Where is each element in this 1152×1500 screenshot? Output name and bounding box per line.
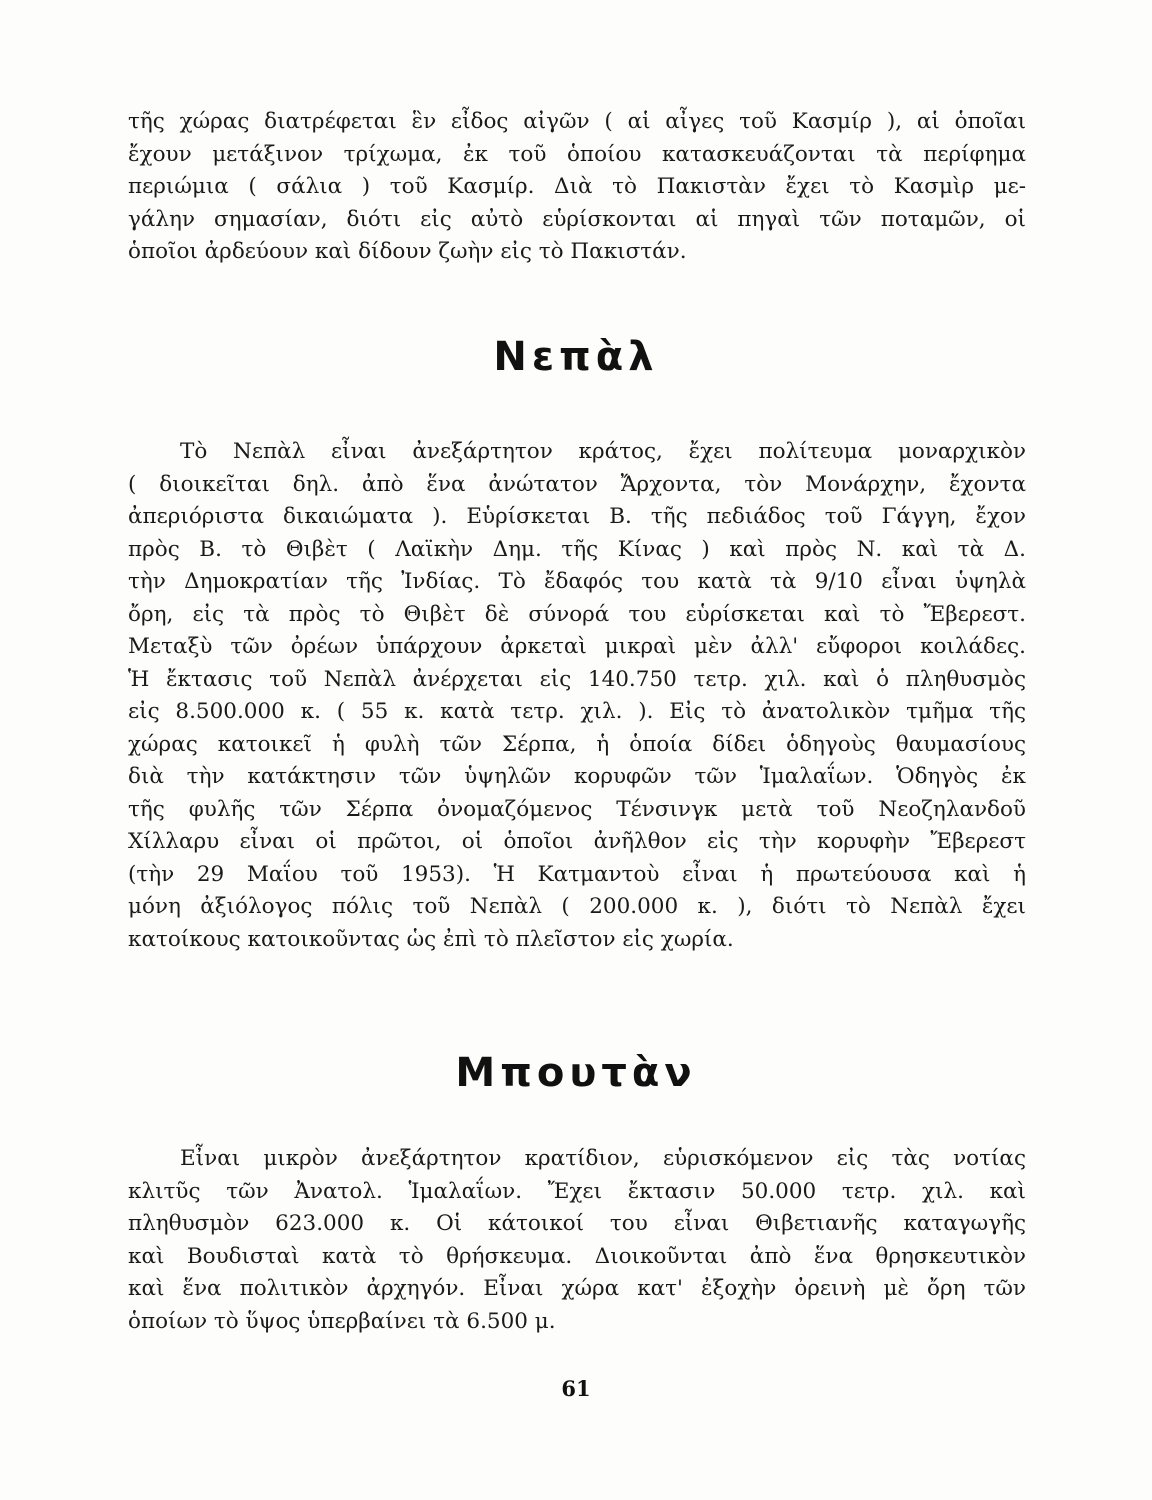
text-line: καὶ Βουδισταὶ κατὰ τὸ θρήσκευμα. Διοικοῦνται ἀπὸ ἕνα θρησκευτικὸν [128, 1243, 1026, 1269]
text-line: τὴν Δημοκρατίαν τῆς Ἰνδίας. Τὸ ἔδαφός του κατὰ τὰ 9/10 εἶναι ὑψηλὰ [128, 569, 1026, 594]
text-line: μόνη ἀξιόλογος πόλις τοῦ Νεπὰλ ( 200.000 κ. ), διότι τὸ Νεπὰλ ἔχει [128, 894, 1026, 919]
text-line: ὁποῖοι ἀρδεύουν καὶ δίδουν ζωὴν εἰς τὸ Πακιστάν. [128, 239, 687, 264]
bhutan-paragraph [128, 1143, 1026, 1338]
text-line: (τὴν 29 Μαΐου τοῦ 1953). Ἡ Κατμαντοὺ εἶναι ἡ πρωτεύουσα καὶ ἡ [128, 861, 1026, 887]
text-line: ὄρη, εἰς τὰ πρὸς τὸ Θιβὲτ δὲ σύνορά του εὑρίσκεται καὶ τὸ Ἔβερεστ. [128, 601, 1026, 627]
text-line: τῆς χώρας διατρέφεται ἓν εἶδος αἰγῶν ( αἱ αἶγες τοῦ Κασμίρ ), αἱ ὁποῖαι [128, 109, 1026, 134]
text-line: καὶ ἕνα πολιτικὸν ἀρχηγόν. Εἶναι χώρα κατ' ἐξοχὴν ὀρεινὴ μὲ ὄρη τῶν [128, 1276, 1026, 1301]
text-line: περιώμια ( σάλια ) τοῦ Κασμίρ. Διὰ τὸ Πακιστὰν ἔχει τὸ Κασμὶρ με- [128, 174, 1026, 199]
text-line: Ἡ ἔκτασις τοῦ Νεπὰλ ἀνέρχεται εἰς 140.750 τετρ. χιλ. καὶ ὁ πληθυσμὸς [128, 666, 1026, 692]
text-line: πληθυσμὸν 623.000 κ. Οἱ κάτοικοί του εἶναι Θιβετιανῆς καταγωγῆς [128, 1211, 1026, 1236]
intro-paragraph [128, 106, 1026, 269]
text-line: χώρας κατοικεῖ ἡ φυλὴ τῶν Σέρπα, ἡ ὁποία δίδει ὁδηγοὺς θαυμασίους [128, 731, 1026, 757]
text-line: Χίλλαρυ εἶναι οἱ πρῶτοι, οἱ ὁποῖοι ἀνῆλθον εἰς τὴν κορυφὴν Ἔβερεστ [128, 829, 1026, 854]
text-line: ἔχουν μετάξινον τρίχωμα, ἐκ τοῦ ὁποίου κατασκευάζονται τὰ περίφημα [128, 141, 1026, 167]
text-line: εἰς 8.500.000 κ. ( 55 κ. κατὰ τετρ. χιλ. ). Εἰς τὸ ἀνατολικὸν τμῆμα τῆς [128, 699, 1026, 724]
section-heading-bhutan: Μπουτὰν [455, 1050, 697, 1096]
page-number: 61 [561, 1376, 591, 1401]
text-line: Εἶναι μικρὸν ἀνεξάρτητον κρατίδιον, εὑρισκόμενον εἰς τὰς νοτίας [180, 1146, 1026, 1171]
text-line: ἀπεριόριστα δικαιώματα ). Εὑρίσκεται Β. τῆς πεδιάδος τοῦ Γάγγη, ἔχον [128, 504, 1026, 529]
text-line: γάλην σημασίαν, διότι εἰς αὐτὸ εὑρίσκονται αἱ πηγαὶ τῶν ποταμῶν, οἱ [128, 206, 1026, 232]
text-line: κλιτῦς τῶν Ἀνατολ. Ἱμαλαΐων. Ἔχει ἔκτασιν 50.000 τετρ. χιλ. καὶ [128, 1178, 1026, 1204]
text-line: ὁποίων τὸ ὕψος ὑπερβαίνει τὰ 6.500 μ. [128, 1308, 556, 1334]
text-line: τῆς φυλῆς τῶν Σέρπα ὀνομαζόμενος Τένσινγκ μετὰ τοῦ Νεοζηλανδοῦ [128, 796, 1026, 822]
nepal-paragraph [128, 436, 1026, 956]
text-line: κατοίκους κατοικοῦντας ὡς ἐπὶ τὸ πλεῖστον εἰς χωρία. [128, 926, 734, 952]
text-line: Μεταξὺ τῶν ὀρέων ὑπάρχουν ἀρκεταὶ μικραὶ μὲν ἀλλ' εὔφοροι κοιλάδες. [128, 634, 1026, 659]
text-line: ( διοικεῖται δηλ. ἀπὸ ἕνα ἀνώτατον Ἄρχοντα, τὸν Μονάρχην, ἔχοντα [128, 471, 1026, 497]
section-heading-nepal: Νεπὰλ [493, 334, 659, 380]
text-line: Τὸ Νεπὰλ εἶναι ἀνεξάρτητον κράτος, ἔχει πολίτευμα μοναρχικὸν [180, 439, 1026, 464]
text-line: πρὸς Β. τὸ Θιβὲτ ( Λαϊκὴν Δημ. τῆς Κίνας ) καὶ πρὸς Ν. καὶ τὰ Δ. [128, 536, 1026, 562]
text-line: διὰ τὴν κατάκτησιν τῶν ὑψηλῶν κορυφῶν τῶν Ἱμαλαΐων. Ὁδηγὸς ἐκ [128, 764, 1026, 789]
